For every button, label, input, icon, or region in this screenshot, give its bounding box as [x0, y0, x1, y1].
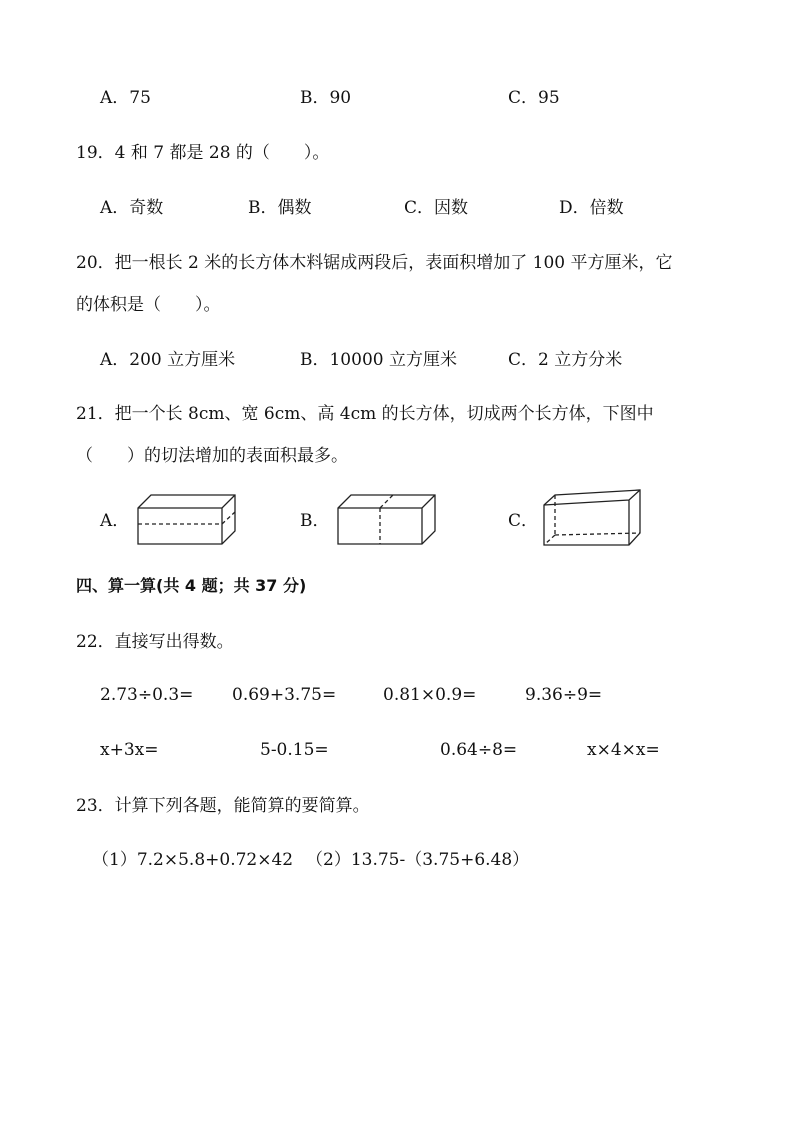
q22-row2-item4: x×4×x= — [587, 740, 660, 760]
q22-row1-item2: 0.69+3.75= — [232, 685, 337, 705]
q22-stem: 22．直接写出得数。 — [76, 632, 234, 652]
q19-option-d: D．倍数 — [559, 198, 624, 218]
q18-option-a: A．75 — [100, 88, 151, 108]
q22-row2-item3: 0.64÷8= — [440, 740, 518, 760]
q19-option-a: A．奇数 — [100, 198, 164, 218]
q20-option-b: B．10000 立方厘米 — [300, 350, 457, 370]
q19-option-c: C．因数 — [404, 198, 469, 218]
q21-option-b-label: B． — [300, 511, 330, 531]
q21-stem-line1: 21．把一个长 8cm、宽 6cm、高 4cm 的长方体，切成两个长方体，下图中 — [76, 404, 654, 424]
q18-option-b: B．90 — [300, 88, 352, 108]
q21-cuboid-a-figure — [137, 494, 237, 546]
q19-stem: 19．4 和 7 都是 28 的（ ）。 — [76, 143, 330, 163]
q21-option-a-label: A． — [100, 511, 130, 531]
q20-option-a: A．200 立方厘米 — [100, 350, 236, 370]
q18-option-c: C．95 — [508, 88, 560, 108]
q22-row1-item4: 9.36÷9= — [525, 685, 603, 705]
q23-stem: 23．计算下列各题，能简算的要简算。 — [76, 796, 370, 816]
q23-item2: （2）13.75-（3.75+6.48） — [306, 850, 530, 870]
section-title: 四、算一算(共 4 题；共 37 分) — [76, 576, 307, 595]
q21-option-c-label: C． — [508, 511, 539, 531]
q23-item1: （1）7.2×5.8+0.72×42 — [92, 850, 294, 870]
q21-cuboid-b-figure — [337, 494, 437, 546]
q22-row2-item2: 5-0.15= — [260, 740, 329, 760]
q19-option-b: B．偶数 — [248, 198, 312, 218]
q22-row1-item3: 0.81×0.9= — [383, 685, 477, 705]
q20-stem-line2: 的体积是（ ）。 — [76, 295, 221, 315]
q22-row2-item1: x+3x= — [100, 740, 159, 760]
q21-stem-line2: （ ）的切法增加的表面积最多。 — [76, 446, 348, 466]
q21-cuboid-c-figure — [543, 489, 643, 549]
q22-row1-item1: 2.73÷0.3= — [100, 685, 194, 705]
q20-option-c: C．2 立方分米 — [508, 350, 623, 370]
q20-stem-line1: 20．把一根长 2 米的长方体木料锯成两段后，表面积增加了 100 平方厘米，它 — [76, 253, 673, 273]
